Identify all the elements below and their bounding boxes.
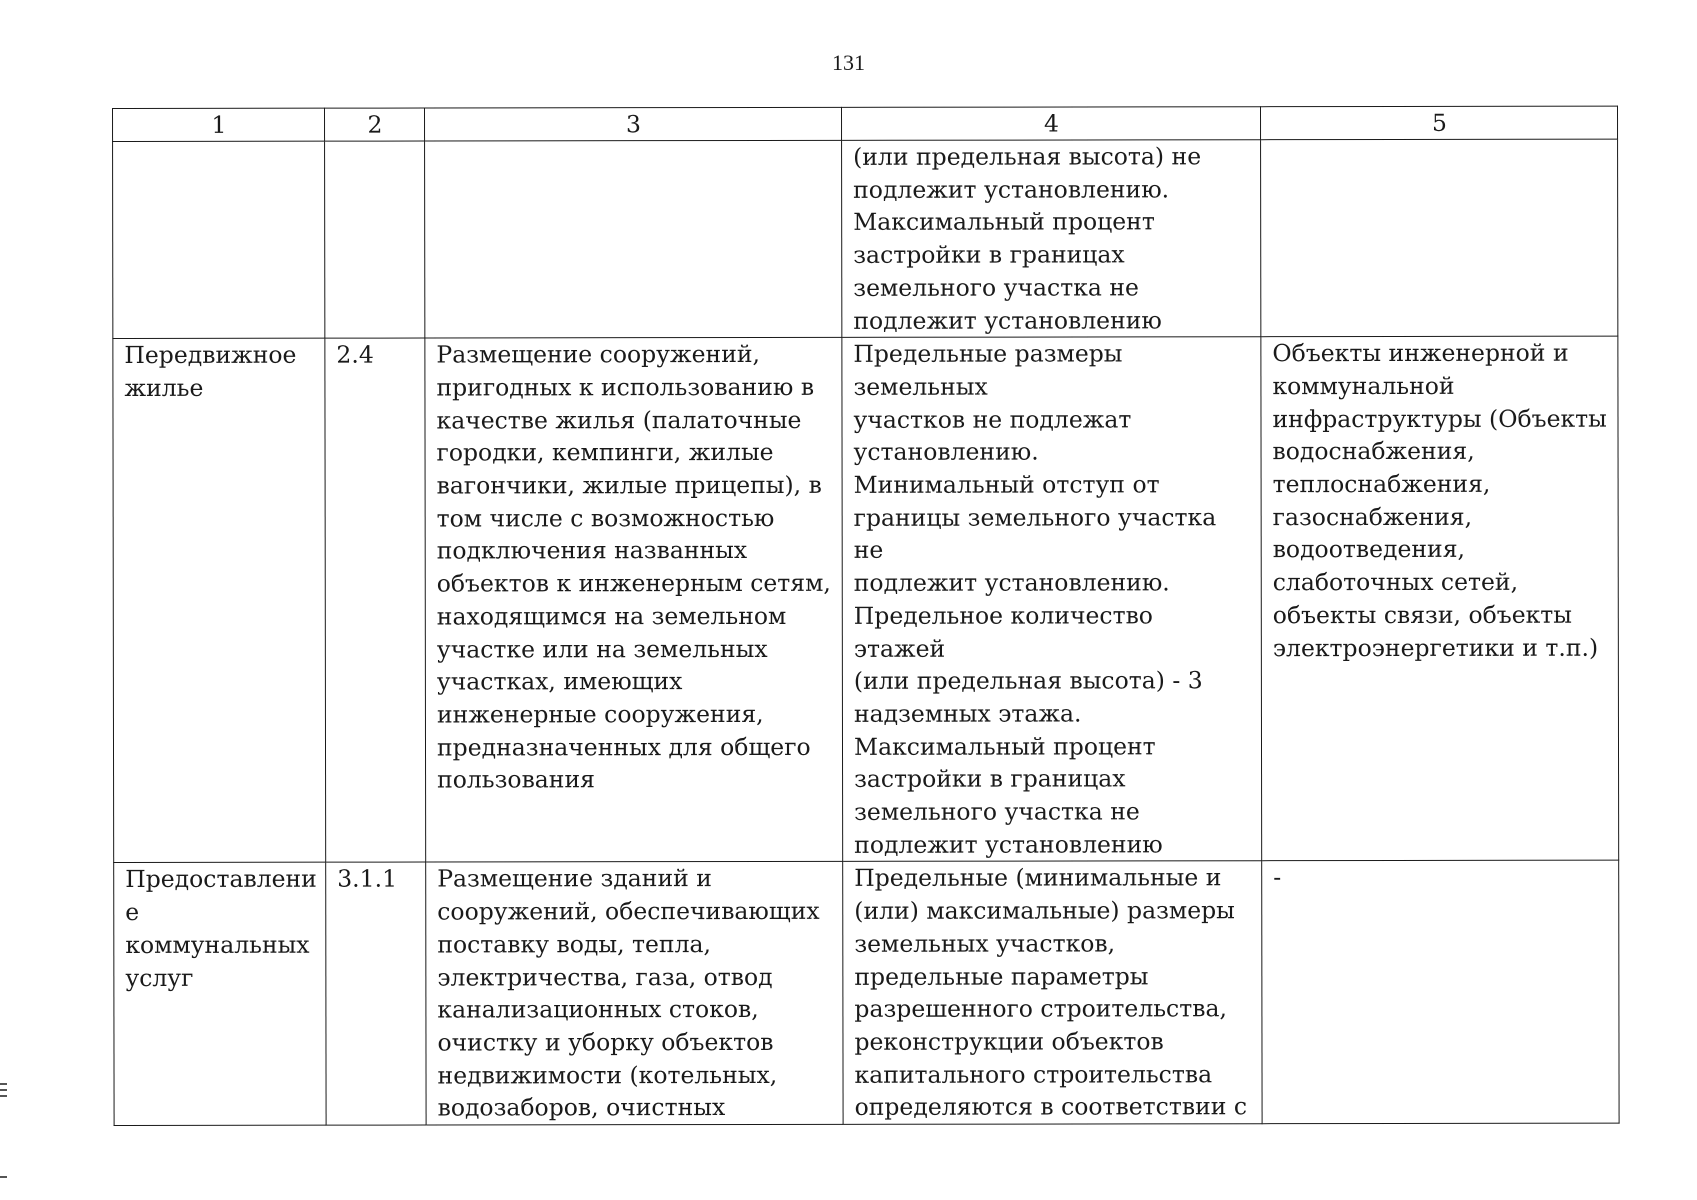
cell-use-description: Размещение зданий и сооружений, обеспечивающих поставку воды, тепла, электричества, газа, отвод канализационных стоков, очистку и уборку объектов недвижимости (котельных, водозаборов, очистных (426, 862, 843, 1126)
scan-artifact-mark (0, 1083, 7, 1085)
column-header-3: 3 (425, 107, 842, 141)
land-use-table (112, 106, 1620, 1127)
cell-use-name: Предоставлени е коммунальных услуг (114, 863, 326, 1126)
cell-use-code: 2.4 (325, 338, 426, 862)
cell-building-parameters: (или предельная высота) не подлежит установлению. Максимальный процент застройки в границах земельного участка не подлежит установлению (842, 140, 1261, 338)
cell-use-description (425, 140, 842, 338)
scan-artifact-mark (0, 1089, 7, 1091)
table-row (113, 139, 1618, 339)
cell-use-name: Передвижное жилье (113, 338, 326, 863)
cell-building-parameters: Предельные (минимальные и (или) максимальные) размеры земельных участков, предельные параметры разрешенного строительства, реконструкции объектов капитального строительства определяются в соответствии с (843, 861, 1262, 1125)
table-row (114, 861, 1619, 1126)
table-row (113, 336, 1619, 863)
cell-notes: Объекты инженерной и коммунальной инфраструктуры (Объекты водоснабжения, теплоснабжения, газоснабжения, водоотведения, слаботочных сетей, объекты связи, объекты электроэнергетики и т.п.) (1261, 336, 1619, 861)
scan-artifact-mark (0, 1095, 7, 1097)
cell-building-parameters: Предельные размеры земельных участков не подлежат установлению. Минимальный отступ от границы земельного участка не подлежит установлению. Предельное количество этажей (или предельная высота) - 3 надземных этажа. Максимальный процент застройки в границах земельного участка не подлежит установлению (842, 337, 1262, 862)
page-number: 131 (832, 50, 865, 75)
cell-use-code (325, 141, 425, 338)
column-header-4: 4 (841, 107, 1260, 141)
table-header-row (113, 106, 1618, 141)
column-header-5: 5 (1260, 106, 1617, 140)
cell-use-name (113, 141, 325, 339)
cell-notes (1261, 139, 1618, 337)
column-header-2: 2 (325, 108, 425, 141)
scan-artifact-mark (0, 1176, 7, 1178)
cell-use-code: 3.1.1 (326, 862, 426, 1125)
column-header-1: 1 (113, 108, 325, 141)
cell-use-description: Размещение сооружений, пригодных к использованию в качестве жилья (палаточные городки, кемпинги, жилые вагончики, жилые прицепы), в том числе с возможностью подключения названных объектов к инженерным сетям, находящимся на земельном участке или на земельных участках, имеющих инженерные сооружения, предназначенных для общего пользования (425, 338, 843, 863)
cell-notes: - (1262, 861, 1619, 1125)
